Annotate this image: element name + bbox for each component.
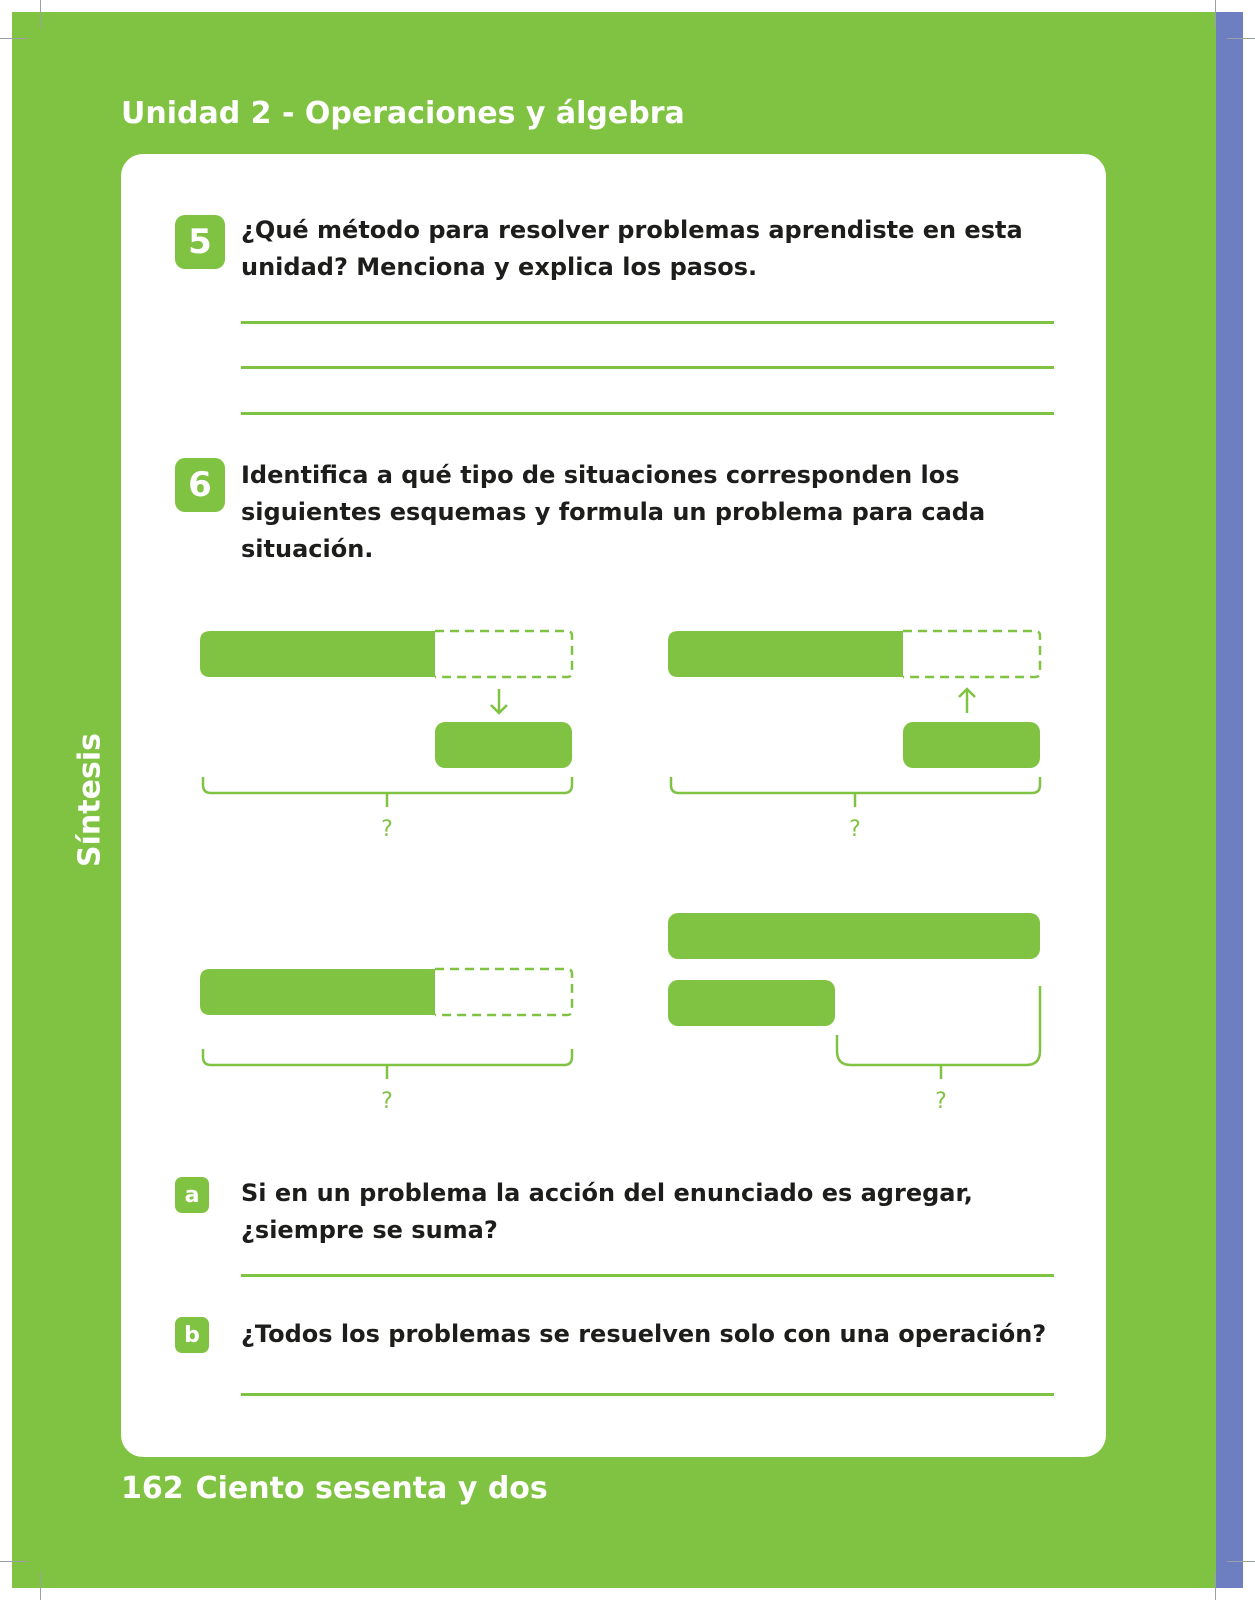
bracket (203, 1049, 572, 1065)
solid-bar (668, 631, 903, 677)
question-number-badge: 6 (175, 458, 225, 512)
down-arrow-icon (491, 689, 507, 713)
bracket (203, 777, 572, 793)
solid-bar (903, 722, 1040, 768)
page-number: 162 (121, 1471, 184, 1506)
answer-line[interactable] (241, 1393, 1054, 1396)
unknown-label: ? (381, 817, 393, 842)
question-number-badge: 5 (175, 215, 225, 269)
unit-title: Unidad 2 - Operaciones y álgebra (121, 96, 685, 131)
diagram-2 (668, 631, 1040, 842)
dashed-bar (435, 631, 572, 677)
up-arrow-icon (959, 689, 975, 713)
solid-bar (200, 631, 435, 677)
solid-bar (668, 913, 1040, 959)
answer-line[interactable] (241, 1274, 1054, 1277)
bracket (671, 777, 1040, 793)
diagram-1 (200, 631, 572, 842)
unknown-label: ? (849, 817, 861, 842)
section-label: Síntesis (72, 733, 108, 867)
page-footer (121, 1471, 560, 1506)
solid-bar (668, 980, 835, 1026)
unknown-label: ? (935, 1089, 947, 1114)
question-5-text: ¿Qué método para resolver problemas aprendiste en esta unidad? Menciona y explica los pasos. (241, 216, 1023, 281)
bracket (837, 986, 1040, 1065)
dashed-bar (903, 631, 1040, 677)
subquestion-b-text: ¿Todos los problemas se resuelven solo con una operación? (241, 1320, 1047, 1348)
diagram-3 (200, 969, 572, 1114)
solid-bar (200, 969, 435, 1015)
solid-bar (435, 722, 572, 768)
subquestion-a-text: Si en un problema la acción del enunciado es agregar, ¿siempre se suma? (241, 1179, 973, 1244)
diagram-4 (668, 913, 1040, 1114)
page-number-words: Ciento sesenta y dos (195, 1471, 548, 1506)
question-6-text: Identifica a qué tipo de situaciones corresponden los siguientes esquemas y formula un problema para cada situación. (241, 461, 986, 563)
dashed-bar (435, 969, 572, 1015)
subquestion-letter-badge: a (175, 1177, 209, 1213)
subquestion-letter-badge: b (175, 1317, 209, 1353)
unknown-label: ? (381, 1089, 393, 1114)
